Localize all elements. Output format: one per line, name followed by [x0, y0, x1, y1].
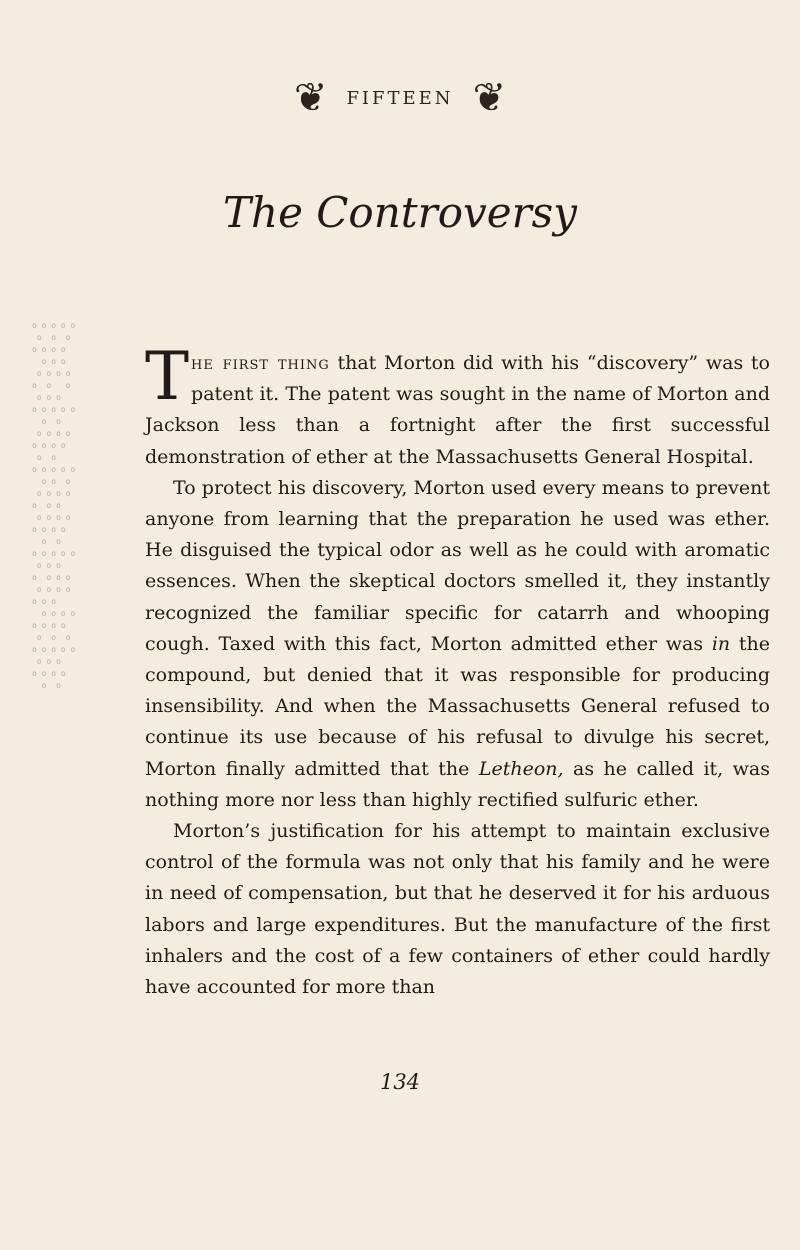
paragraph-2-text-b: the compound, but denied that it was responsible for producing insensibility. And when the Massachusetts General refused to continue its use because of his refusal to divulge his secret, Morton finally admitted that the [145, 632, 770, 780]
right-ornament-icon: ❦ [472, 75, 507, 121]
paragraph-1-text: that Morton did with his “discovery” was to patent it. The patent was sought in the name of Morton and Jackson less than a fortnight after the first successful demonstration of ether at the Massachusetts General Hospital. [145, 352, 770, 468]
chapter-header [0, 75, 800, 121]
italic-letheon: Letheon, [478, 757, 564, 780]
chapter-title: The Controversy [223, 188, 577, 237]
body-text [145, 338, 770, 1003]
page-number: 134 [379, 1070, 421, 1094]
drop-cap: T [145, 338, 190, 415]
lead-in-smallcaps: he first thing [191, 352, 330, 374]
paragraph-2 [145, 473, 770, 816]
paragraph-2-text-c: as he called it, was nothing more nor less than highly rectified sulfuric ether. [145, 757, 770, 811]
paragraph-3: Morton’s justification for his attempt to maintain exclusive control of the formula was not only that his family and he were in need of compensation, but that he deserved it for his arduous labors and large expenditures. But the manufacture of the first inhalers and the cost of a few containers of ether could hardly have accounted for more than [145, 820, 770, 999]
italic-in: in [711, 632, 731, 655]
paragraph-1 [145, 338, 770, 473]
paragraph-2-text-a: To protect his discovery, Morton used every means to prevent anyone from learning that the preparation he used was ether. He disguised the typical odor as well as he could with aromatic essences. When the skeptical doctors smelled it, they instantly recognized the familiar specific for catarrh and whooping cough. Taxed with this fact, Morton admitted ether was [145, 476, 770, 655]
chapter-number: FIFTEEN [346, 87, 454, 109]
margin-dot-pattern: o o o o o o o o o o o o o o o o o o o o o o o o o o o o o o o o o o o o o o o o o o o o o o o o o o o o o o o o o o o o o o o o o o o o o o o o o o o o o o o o o o o o o o o o o o o o o o o o o o o o o o o o o o o o o o o [32, 321, 76, 690]
left-ornament-icon: ❦ [293, 75, 328, 121]
